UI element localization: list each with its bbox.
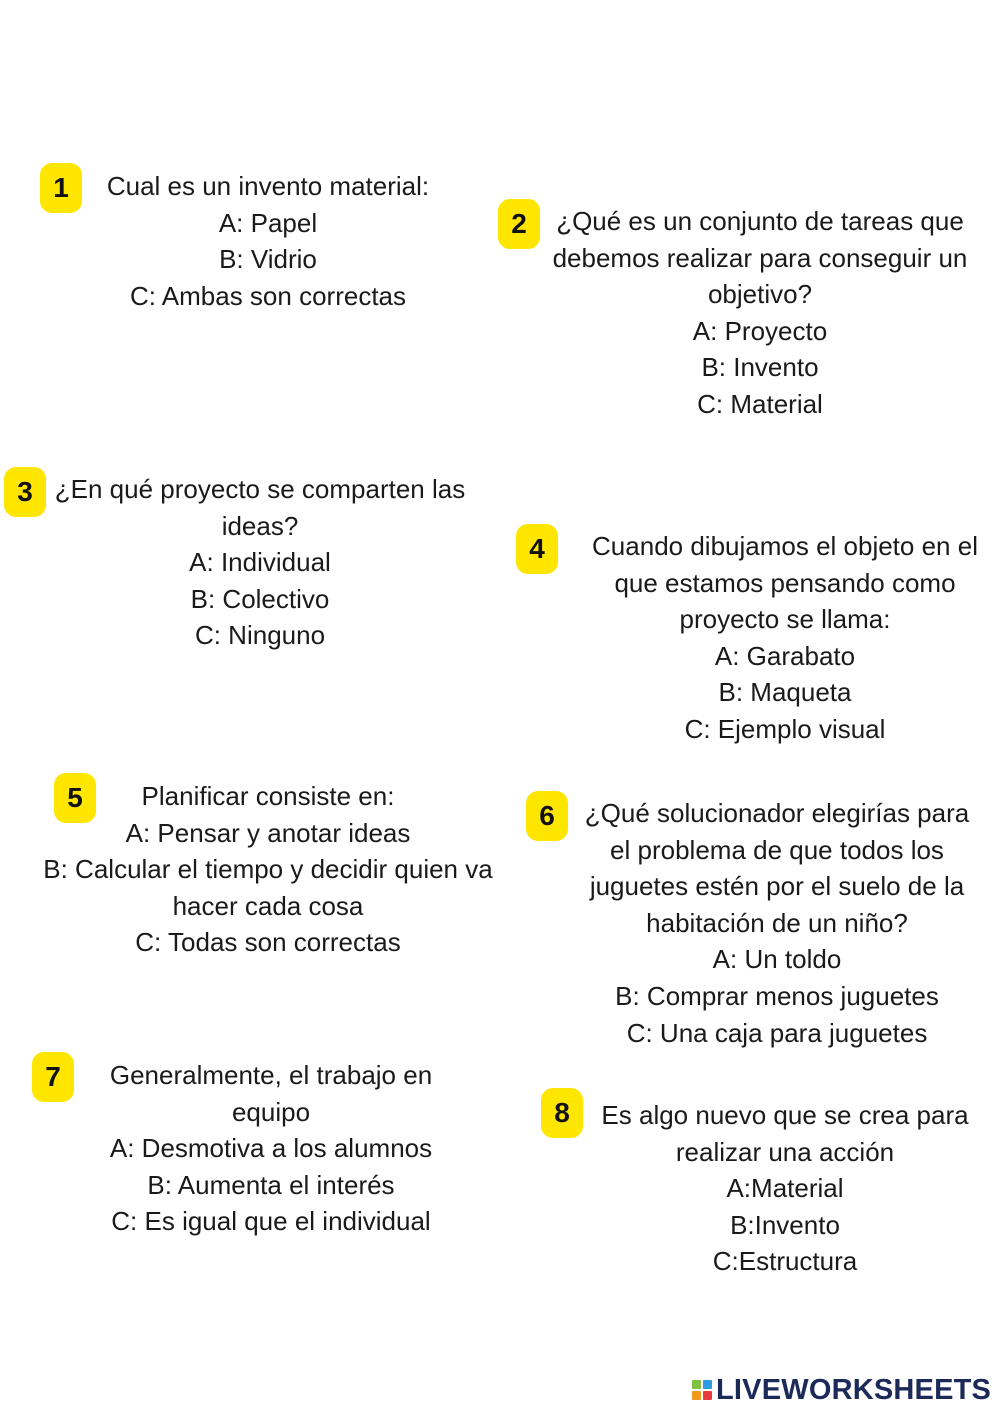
logo-square-icon xyxy=(692,1391,701,1400)
answer-option: B: Calcular el tiempo y decidir quien va xyxy=(43,854,493,885)
answer-option: B: Vidrio xyxy=(219,244,317,275)
answer-option: C: Ninguno xyxy=(194,620,326,651)
question-text: Planificar consiste en: xyxy=(141,781,395,811)
question-text: objetivo? xyxy=(707,279,813,310)
question-number-badge: 4 xyxy=(516,524,558,574)
question-text: ideas? xyxy=(221,510,299,541)
question-text: debemos realizar para conseguir un xyxy=(552,242,968,273)
question-text: ¿En qué proyecto se comparten las xyxy=(54,474,466,504)
question-number-badge: 8 xyxy=(541,1088,583,1138)
question-number-badge: 1 xyxy=(40,163,82,213)
answer-option: A: Un toldo xyxy=(712,944,842,975)
question-text: realizar una acción xyxy=(675,1136,895,1167)
question-block xyxy=(524,203,996,423)
question-block xyxy=(560,528,1000,748)
question-number-badge: 7 xyxy=(32,1052,74,1102)
question-text: el problema de que todos los xyxy=(610,834,944,865)
answer-option: B: Invento xyxy=(701,352,819,383)
answer-option: A: Desmotiva a los alumnos xyxy=(109,1133,433,1164)
logo-text: LIVEWORKSHEETS xyxy=(716,1373,992,1406)
question-text: Cual es un invento material: xyxy=(106,171,430,201)
logo-square-icon xyxy=(703,1391,712,1400)
answer-option: hacer cada cosa xyxy=(172,890,364,921)
question-block xyxy=(30,471,490,654)
question-text: Generalmente, el trabajo en xyxy=(109,1060,433,1090)
answer-option: A: Pensar y anotar ideas xyxy=(125,817,411,848)
answer-option: B:Invento xyxy=(730,1209,840,1240)
answer-option: A: Individual xyxy=(189,547,331,578)
question-block xyxy=(20,778,516,961)
answer-option: C: Ambas son correctas xyxy=(130,280,406,311)
answer-option: C: Ejemplo visual xyxy=(684,713,886,744)
answer-option: C: Material xyxy=(697,388,823,419)
question-text: proyecto se llama: xyxy=(679,604,891,635)
question-text: ¿Qué solucionador elegirías para xyxy=(584,798,970,828)
question-block xyxy=(580,1097,990,1280)
answer-option: C: Una caja para juguetes xyxy=(626,1017,928,1048)
answer-option: B: Maqueta xyxy=(718,677,852,708)
answer-option: C:Estructura xyxy=(712,1246,858,1277)
answer-option: A: Proyecto xyxy=(692,315,828,346)
question-text: juguetes estén por el suelo de la xyxy=(589,871,965,902)
answer-option: A: Garabato xyxy=(714,640,856,671)
answer-option: B: Aumenta el interés xyxy=(147,1169,395,1200)
answer-option: B: Colectivo xyxy=(190,583,330,614)
question-number-badge: 5 xyxy=(54,773,96,823)
question-text: equipo xyxy=(231,1096,311,1127)
question-text: que estamos pensando como xyxy=(614,567,956,598)
answer-option: A: Papel xyxy=(218,207,318,238)
liveworksheets-logo-icon xyxy=(692,1380,712,1400)
answer-option: A:Material xyxy=(726,1173,844,1204)
liveworksheets-logo xyxy=(692,1374,991,1406)
question-number-badge: 6 xyxy=(526,791,568,841)
question-text: Cuando dibujamos el objeto en el xyxy=(592,531,978,561)
question-block xyxy=(40,168,496,314)
logo-square-icon xyxy=(692,1380,701,1389)
question-number-badge: 3 xyxy=(4,467,46,517)
question-text: Es algo nuevo que se crea para xyxy=(601,1100,969,1130)
answer-option: C: Es igual que el individual xyxy=(111,1206,431,1237)
question-block xyxy=(556,795,998,1051)
answer-option: C: Todas son correctas xyxy=(135,927,401,958)
answer-option: B: Comprar menos juguetes xyxy=(615,980,939,1011)
question-text: habitación de un niño? xyxy=(646,907,908,938)
logo-square-icon xyxy=(703,1380,712,1389)
question-block xyxy=(64,1057,478,1240)
question-number-badge: 2 xyxy=(498,199,540,249)
question-text: ¿Qué es un conjunto de tareas que xyxy=(556,206,964,236)
